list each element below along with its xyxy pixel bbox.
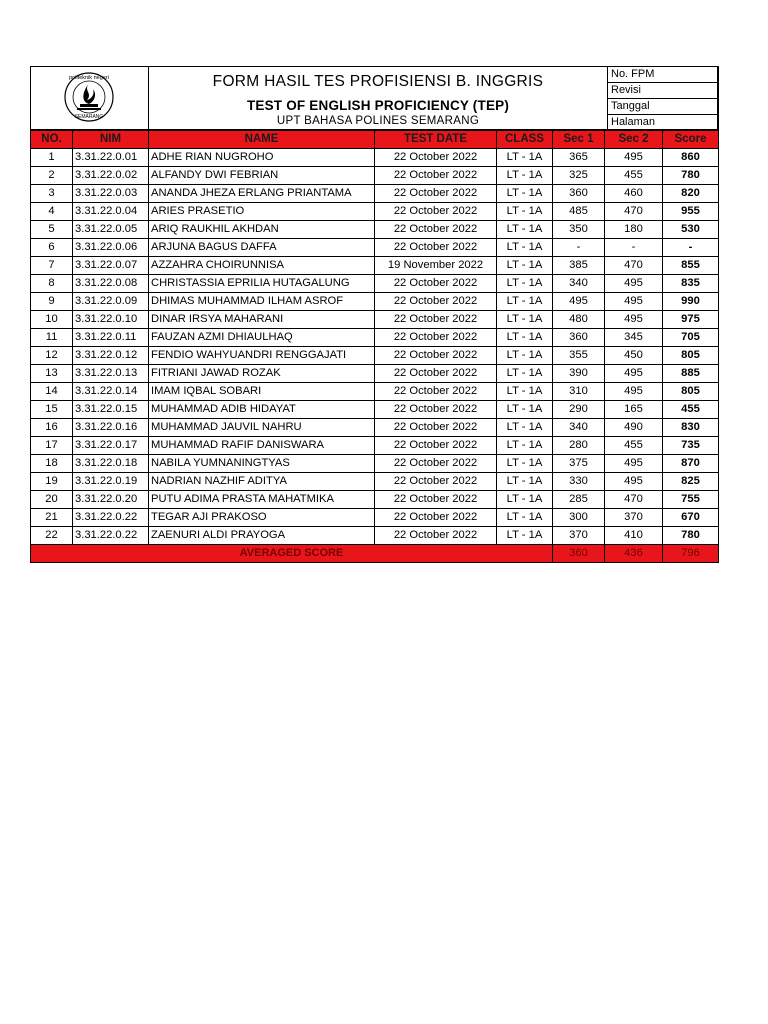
row-nim: 3.31.22.0.20 bbox=[73, 491, 149, 509]
row-sec1: 375 bbox=[553, 455, 605, 473]
row-score: 975 bbox=[663, 311, 719, 329]
row-test-date: 22 October 2022 bbox=[375, 239, 497, 257]
row-test-date: 22 October 2022 bbox=[375, 203, 497, 221]
row-test-date: 22 October 2022 bbox=[375, 401, 497, 419]
row-test-date: 22 October 2022 bbox=[375, 455, 497, 473]
row-name: FENDIO WAHYUANDRI RENGGAJATI bbox=[149, 347, 375, 365]
row-score: - bbox=[663, 239, 719, 257]
col-nim: NIM bbox=[73, 131, 149, 149]
row-sec1: 310 bbox=[553, 383, 605, 401]
row-score: 825 bbox=[663, 473, 719, 491]
row-class: LT - 1A bbox=[497, 257, 553, 275]
row-class: LT - 1A bbox=[497, 239, 553, 257]
row-score: 780 bbox=[663, 527, 719, 545]
row-score: 870 bbox=[663, 455, 719, 473]
row-no: 17 bbox=[31, 437, 73, 455]
row-test-date: 22 October 2022 bbox=[375, 509, 497, 527]
row-sec2: 495 bbox=[605, 365, 663, 383]
row-score: 835 bbox=[663, 275, 719, 293]
row-name: ADHE RIAN NUGROHO bbox=[149, 149, 375, 167]
row-name: TEGAR AJI PRAKOSO bbox=[149, 509, 375, 527]
row-class: LT - 1A bbox=[497, 509, 553, 527]
row-test-date: 22 October 2022 bbox=[375, 347, 497, 365]
row-score: 990 bbox=[663, 293, 719, 311]
row-name: ANANDA JHEZA ERLANG PRIANTAMA bbox=[149, 185, 375, 203]
average-score: 796 bbox=[663, 545, 719, 563]
col-score: Score bbox=[663, 131, 719, 149]
table-row bbox=[31, 455, 719, 473]
row-sec2: 495 bbox=[605, 311, 663, 329]
row-name: FAUZAN AZMI DHIAULHAQ bbox=[149, 329, 375, 347]
row-sec2: 460 bbox=[605, 185, 663, 203]
row-nim: 3.31.22.0.04 bbox=[73, 203, 149, 221]
row-name: IMAM IQBAL SOBARI bbox=[149, 383, 375, 401]
row-no: 18 bbox=[31, 455, 73, 473]
row-class: LT - 1A bbox=[497, 455, 553, 473]
row-nim: 3.31.22.0.05 bbox=[73, 221, 149, 239]
row-sec1: 390 bbox=[553, 365, 605, 383]
row-no: 22 bbox=[31, 527, 73, 545]
row-sec1: - bbox=[553, 239, 605, 257]
row-name: AZZAHRA CHOIRUNNISA bbox=[149, 257, 375, 275]
table-row bbox=[31, 257, 719, 275]
table-row bbox=[31, 437, 719, 455]
row-no: 5 bbox=[31, 221, 73, 239]
col-no: NO. bbox=[31, 131, 73, 149]
row-class: LT - 1A bbox=[497, 347, 553, 365]
row-sec2: 470 bbox=[605, 203, 663, 221]
row-sec1: 485 bbox=[553, 203, 605, 221]
row-nim: 3.31.22.0.13 bbox=[73, 365, 149, 383]
row-sec1: 325 bbox=[553, 167, 605, 185]
row-score: 755 bbox=[663, 491, 719, 509]
row-name: ALFANDY DWI FEBRIAN bbox=[149, 167, 375, 185]
table-row bbox=[31, 491, 719, 509]
col-class: CLASS bbox=[497, 131, 553, 149]
row-test-date: 22 October 2022 bbox=[375, 473, 497, 491]
row-sec2: 450 bbox=[605, 347, 663, 365]
table-row bbox=[31, 347, 719, 365]
row-sec2: 345 bbox=[605, 329, 663, 347]
row-class: LT - 1A bbox=[497, 419, 553, 437]
table-header-row bbox=[31, 131, 719, 149]
row-name: DINAR IRSYA MAHARANI bbox=[149, 311, 375, 329]
row-nim: 3.31.22.0.14 bbox=[73, 383, 149, 401]
row-nim: 3.31.22.0.03 bbox=[73, 185, 149, 203]
row-no: 9 bbox=[31, 293, 73, 311]
logo-text-top: politeknik negeri bbox=[69, 75, 109, 81]
row-class: LT - 1A bbox=[497, 329, 553, 347]
row-no: 3 bbox=[31, 185, 73, 203]
row-score: 805 bbox=[663, 383, 719, 401]
row-score: 855 bbox=[663, 257, 719, 275]
row-test-date: 22 October 2022 bbox=[375, 149, 497, 167]
row-test-date: 22 October 2022 bbox=[375, 167, 497, 185]
row-name: ARIQ RAUKHIL AKHDAN bbox=[149, 221, 375, 239]
row-score: 455 bbox=[663, 401, 719, 419]
row-sec2: 490 bbox=[605, 419, 663, 437]
row-sec1: 340 bbox=[553, 419, 605, 437]
row-score: 530 bbox=[663, 221, 719, 239]
title-cell bbox=[149, 67, 607, 129]
row-no: 7 bbox=[31, 257, 73, 275]
row-name: ZAENURI ALDI PRAYOGA bbox=[149, 527, 375, 545]
row-no: 4 bbox=[31, 203, 73, 221]
table-row bbox=[31, 473, 719, 491]
meta-no-fpm: No. FPM bbox=[607, 66, 719, 82]
row-name: MUHAMMAD RAFIF DANISWARA bbox=[149, 437, 375, 455]
row-class: LT - 1A bbox=[497, 365, 553, 383]
col-test-date: TEST DATE bbox=[375, 131, 497, 149]
table-row bbox=[31, 401, 719, 419]
row-no: 1 bbox=[31, 149, 73, 167]
row-score: 830 bbox=[663, 419, 719, 437]
row-nim: 3.31.22.0.09 bbox=[73, 293, 149, 311]
form-header bbox=[30, 66, 718, 130]
table-body bbox=[31, 149, 719, 545]
table-row bbox=[31, 419, 719, 437]
row-test-date: 22 October 2022 bbox=[375, 221, 497, 239]
polines-logo-icon bbox=[31, 67, 149, 129]
average-row bbox=[31, 545, 719, 563]
row-name: ARIES PRASETIO bbox=[149, 203, 375, 221]
table-row bbox=[31, 167, 719, 185]
row-class: LT - 1A bbox=[497, 527, 553, 545]
row-test-date: 22 October 2022 bbox=[375, 365, 497, 383]
row-nim: 3.31.22.0.22 bbox=[73, 509, 149, 527]
row-sec2: 495 bbox=[605, 293, 663, 311]
col-sec2: Sec 2 bbox=[605, 131, 663, 149]
row-score: 670 bbox=[663, 509, 719, 527]
table-row bbox=[31, 203, 719, 221]
row-sec1: 355 bbox=[553, 347, 605, 365]
row-test-date: 22 October 2022 bbox=[375, 329, 497, 347]
row-sec1: 300 bbox=[553, 509, 605, 527]
row-sec1: 365 bbox=[553, 149, 605, 167]
row-sec1: 360 bbox=[553, 329, 605, 347]
table-row bbox=[31, 149, 719, 167]
row-name: NADRIAN NAZHIF ADITYA bbox=[149, 473, 375, 491]
average-sec1: 360 bbox=[553, 545, 605, 563]
test-title: TEST OF ENGLISH PROFICIENCY (TEP) bbox=[246, 98, 510, 113]
row-test-date: 22 October 2022 bbox=[375, 275, 497, 293]
row-nim: 3.31.22.0.15 bbox=[73, 401, 149, 419]
meta-tanggal: Tanggal bbox=[607, 98, 719, 114]
row-sec1: 340 bbox=[553, 275, 605, 293]
row-class: LT - 1A bbox=[497, 311, 553, 329]
row-nim: 3.31.22.0.10 bbox=[73, 311, 149, 329]
row-sec2: 410 bbox=[605, 527, 663, 545]
row-score: 705 bbox=[663, 329, 719, 347]
row-name: PUTU ADIMA PRASTA MAHATMIKA bbox=[149, 491, 375, 509]
form-title: FORM HASIL TES PROFISIENSI B. INGGRIS bbox=[212, 73, 544, 90]
row-score: 885 bbox=[663, 365, 719, 383]
row-class: LT - 1A bbox=[497, 275, 553, 293]
row-class: LT - 1A bbox=[497, 293, 553, 311]
row-name: MUHAMMAD JAUVIL NAHRU bbox=[149, 419, 375, 437]
row-sec1: 480 bbox=[553, 311, 605, 329]
row-sec1: 495 bbox=[553, 293, 605, 311]
row-nim: 3.31.22.0.12 bbox=[73, 347, 149, 365]
table-row bbox=[31, 509, 719, 527]
row-name: MUHAMMAD ADIB HIDAYAT bbox=[149, 401, 375, 419]
logo-cell bbox=[31, 67, 149, 129]
row-sec2: 470 bbox=[605, 257, 663, 275]
row-score: 860 bbox=[663, 149, 719, 167]
row-no: 16 bbox=[31, 419, 73, 437]
row-nim: 3.31.22.0.18 bbox=[73, 455, 149, 473]
row-class: LT - 1A bbox=[497, 437, 553, 455]
row-sec2: 370 bbox=[605, 509, 663, 527]
row-class: LT - 1A bbox=[497, 167, 553, 185]
score-table bbox=[30, 130, 719, 563]
logo-text-bottom: SEMARANG bbox=[74, 114, 104, 120]
table-row bbox=[31, 311, 719, 329]
row-no: 10 bbox=[31, 311, 73, 329]
row-nim: 3.31.22.0.11 bbox=[73, 329, 149, 347]
row-sec2: - bbox=[605, 239, 663, 257]
row-class: LT - 1A bbox=[497, 383, 553, 401]
form-sheet bbox=[30, 66, 718, 563]
row-sec2: 180 bbox=[605, 221, 663, 239]
row-score: 805 bbox=[663, 347, 719, 365]
row-nim: 3.31.22.0.08 bbox=[73, 275, 149, 293]
row-sec2: 455 bbox=[605, 167, 663, 185]
meta-halaman: Halaman bbox=[607, 114, 719, 130]
row-nim: 3.31.22.0.17 bbox=[73, 437, 149, 455]
col-name: NAME bbox=[149, 131, 375, 149]
row-nim: 3.31.22.0.02 bbox=[73, 167, 149, 185]
row-sec1: 285 bbox=[553, 491, 605, 509]
row-test-date: 19 November 2022 bbox=[375, 257, 497, 275]
row-class: LT - 1A bbox=[497, 473, 553, 491]
table-row bbox=[31, 365, 719, 383]
row-sec1: 385 bbox=[553, 257, 605, 275]
unit-name: UPT BAHASA POLINES SEMARANG bbox=[276, 115, 480, 127]
table-row bbox=[31, 275, 719, 293]
average-sec2: 436 bbox=[605, 545, 663, 563]
row-sec1: 350 bbox=[553, 221, 605, 239]
row-nim: 3.31.22.0.22 bbox=[73, 527, 149, 545]
row-class: LT - 1A bbox=[497, 185, 553, 203]
row-class: LT - 1A bbox=[497, 221, 553, 239]
row-nim: 3.31.22.0.07 bbox=[73, 257, 149, 275]
table-row bbox=[31, 239, 719, 257]
row-sec1: 360 bbox=[553, 185, 605, 203]
row-test-date: 22 October 2022 bbox=[375, 383, 497, 401]
row-score: 780 bbox=[663, 167, 719, 185]
table-row bbox=[31, 329, 719, 347]
table-row bbox=[31, 527, 719, 545]
row-sec2: 455 bbox=[605, 437, 663, 455]
row-test-date: 22 October 2022 bbox=[375, 437, 497, 455]
row-no: 13 bbox=[31, 365, 73, 383]
row-no: 6 bbox=[31, 239, 73, 257]
row-test-date: 22 October 2022 bbox=[375, 311, 497, 329]
row-sec1: 370 bbox=[553, 527, 605, 545]
row-class: LT - 1A bbox=[497, 401, 553, 419]
row-nim: 3.31.22.0.01 bbox=[73, 149, 149, 167]
row-score: 820 bbox=[663, 185, 719, 203]
meta-box bbox=[607, 66, 719, 130]
row-test-date: 22 October 2022 bbox=[375, 419, 497, 437]
row-name: DHIMAS MUHAMMAD ILHAM ASROF bbox=[149, 293, 375, 311]
row-sec2: 165 bbox=[605, 401, 663, 419]
row-test-date: 22 October 2022 bbox=[375, 491, 497, 509]
table-row bbox=[31, 221, 719, 239]
row-sec2: 495 bbox=[605, 455, 663, 473]
table-row bbox=[31, 293, 719, 311]
row-name: CHRISTASSIA EPRILIA HUTAGALUNG bbox=[149, 275, 375, 293]
row-name: NABILA YUMNANINGTYAS bbox=[149, 455, 375, 473]
row-class: LT - 1A bbox=[497, 491, 553, 509]
table-row bbox=[31, 185, 719, 203]
table-row bbox=[31, 383, 719, 401]
row-no: 21 bbox=[31, 509, 73, 527]
meta-revisi: Revisi bbox=[607, 82, 719, 98]
row-nim: 3.31.22.0.19 bbox=[73, 473, 149, 491]
row-no: 14 bbox=[31, 383, 73, 401]
row-test-date: 22 October 2022 bbox=[375, 527, 497, 545]
row-sec2: 495 bbox=[605, 149, 663, 167]
row-test-date: 22 October 2022 bbox=[375, 293, 497, 311]
row-score: 735 bbox=[663, 437, 719, 455]
average-label: AVERAGED SCORE bbox=[31, 545, 553, 563]
row-class: LT - 1A bbox=[497, 149, 553, 167]
row-no: 12 bbox=[31, 347, 73, 365]
row-no: 2 bbox=[31, 167, 73, 185]
row-sec1: 330 bbox=[553, 473, 605, 491]
row-no: 15 bbox=[31, 401, 73, 419]
row-no: 19 bbox=[31, 473, 73, 491]
row-name: FITRIANI JAWAD ROZAK bbox=[149, 365, 375, 383]
row-sec2: 495 bbox=[605, 473, 663, 491]
row-sec2: 470 bbox=[605, 491, 663, 509]
row-no: 20 bbox=[31, 491, 73, 509]
row-score: 955 bbox=[663, 203, 719, 221]
row-sec1: 280 bbox=[553, 437, 605, 455]
row-sec2: 495 bbox=[605, 275, 663, 293]
row-sec2: 495 bbox=[605, 383, 663, 401]
row-nim: 3.31.22.0.06 bbox=[73, 239, 149, 257]
row-test-date: 22 October 2022 bbox=[375, 185, 497, 203]
col-sec1: Sec 1 bbox=[553, 131, 605, 149]
row-class: LT - 1A bbox=[497, 203, 553, 221]
row-nim: 3.31.22.0.16 bbox=[73, 419, 149, 437]
row-no: 11 bbox=[31, 329, 73, 347]
row-sec1: 290 bbox=[553, 401, 605, 419]
row-no: 8 bbox=[31, 275, 73, 293]
row-name: ARJUNA BAGUS DAFFA bbox=[149, 239, 375, 257]
